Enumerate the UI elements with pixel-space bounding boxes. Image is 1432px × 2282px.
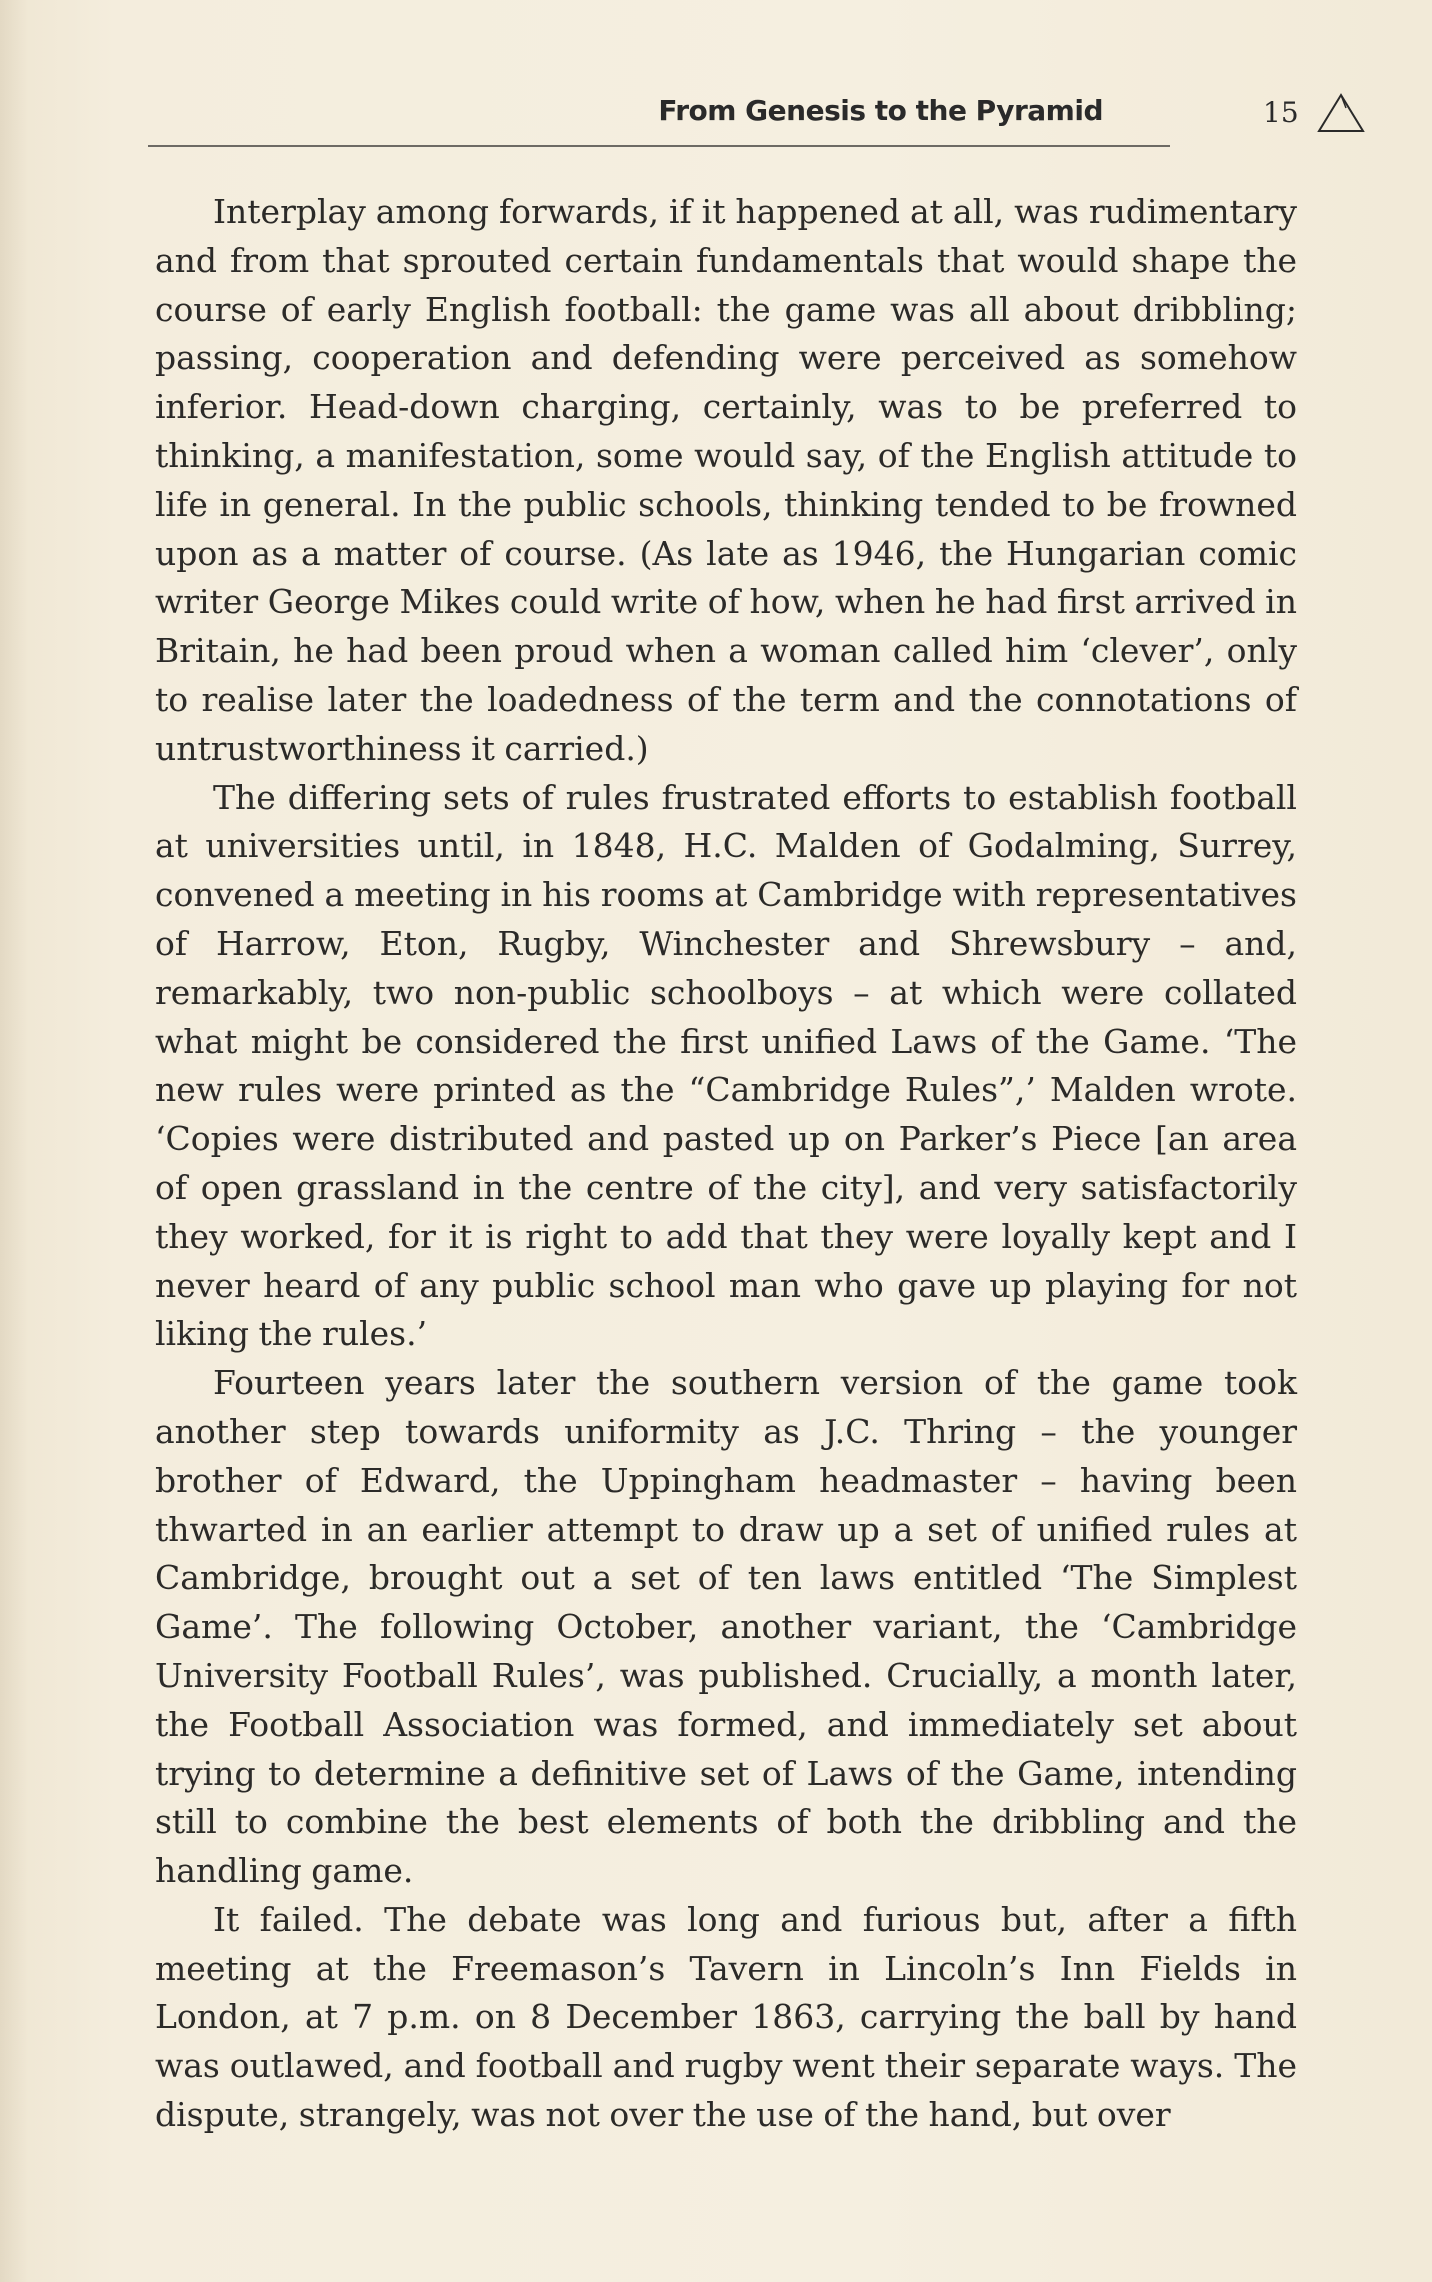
page-number: 15 <box>1263 96 1299 129</box>
running-title: From Genesis to the Pyramid <box>658 94 1103 127</box>
body-text <box>155 188 1297 2140</box>
header-rule <box>148 145 1170 147</box>
paragraph: Interplay among forwards, if it happened at all, was rudimentary and from that sprouted certain fundamentals that would shape the course of early English football: the game was all about dribbling; passing, cooperation and defending were perceived as somehow inferior. Head-down charging, certainly, was to be preferred to thinking, a manifestation, some would say, of the English attitude to life in general. In the public schools, thinking tended to be frowned upon as a matter of course. (As late as 1946, the Hungarian comic writer George Mikes could write of how, when he had first arrived in Britain, he had been proud when a woman called him ‘clever’, only to realise later the loadedness of the term and the connotations of untrustworthiness it carried.) <box>155 192 1297 768</box>
paragraph: The differing sets of rules frustrated efforts to establish football at universities until, in 1848, H.C. Malden of Godalming, Surrey, convened a meeting in his rooms at Cambridge with representatives of Harrow, Eton, Rugby, Winchester and Shrewsbury – and, remarkably, two non-public schoolboys – at which were collated what might be considered the first unified Laws of the Game. ‘The new rules were printed as the “Cambridge Rules”,’ Malden wrote. ‘Copies were distributed and pasted up on Parker’s Piece [an area of open grassland in the centre of the city], and very satisfactorily they worked, for it is right to add that they were loyally kept and I never heard of any public school man who gave up playing for not liking the rules.’ <box>155 777 1297 1354</box>
paragraph: Fourteen years later the southern version of the game took another step towards uniformity as J.C. Thring – the younger brother of Edward, the Uppingham headmaster – having been thwarted in an earlier attempt to draw up a set of unified rules at Cambridge, brought out a set of ten laws entitled ‘The Simplest Game’. The following October, another variant, the ‘Cambridge University Football Rules’, was published. Crucially, a month later, the Football Association was formed, and immediately set about trying to determine a definitive set of Laws of the Game, intending still to combine the best elements of both the dribbling and the handling game. <box>155 1363 1297 1891</box>
page-header <box>148 88 1378 148</box>
gutter-shadow <box>0 0 28 2282</box>
triangle-icon <box>1316 92 1366 134</box>
paragraph: It failed. The debate was long and furious but, after a fifth meeting at the Freemason’s Tavern in Lincoln’s Inn Fields in London, at 7 p.m. on 8 December 1863, carrying the ball by hand was outlawed, and football and rugby went their separate ways. The dispute, strangely, was not over the use of the hand, but over <box>155 1899 1297 2135</box>
